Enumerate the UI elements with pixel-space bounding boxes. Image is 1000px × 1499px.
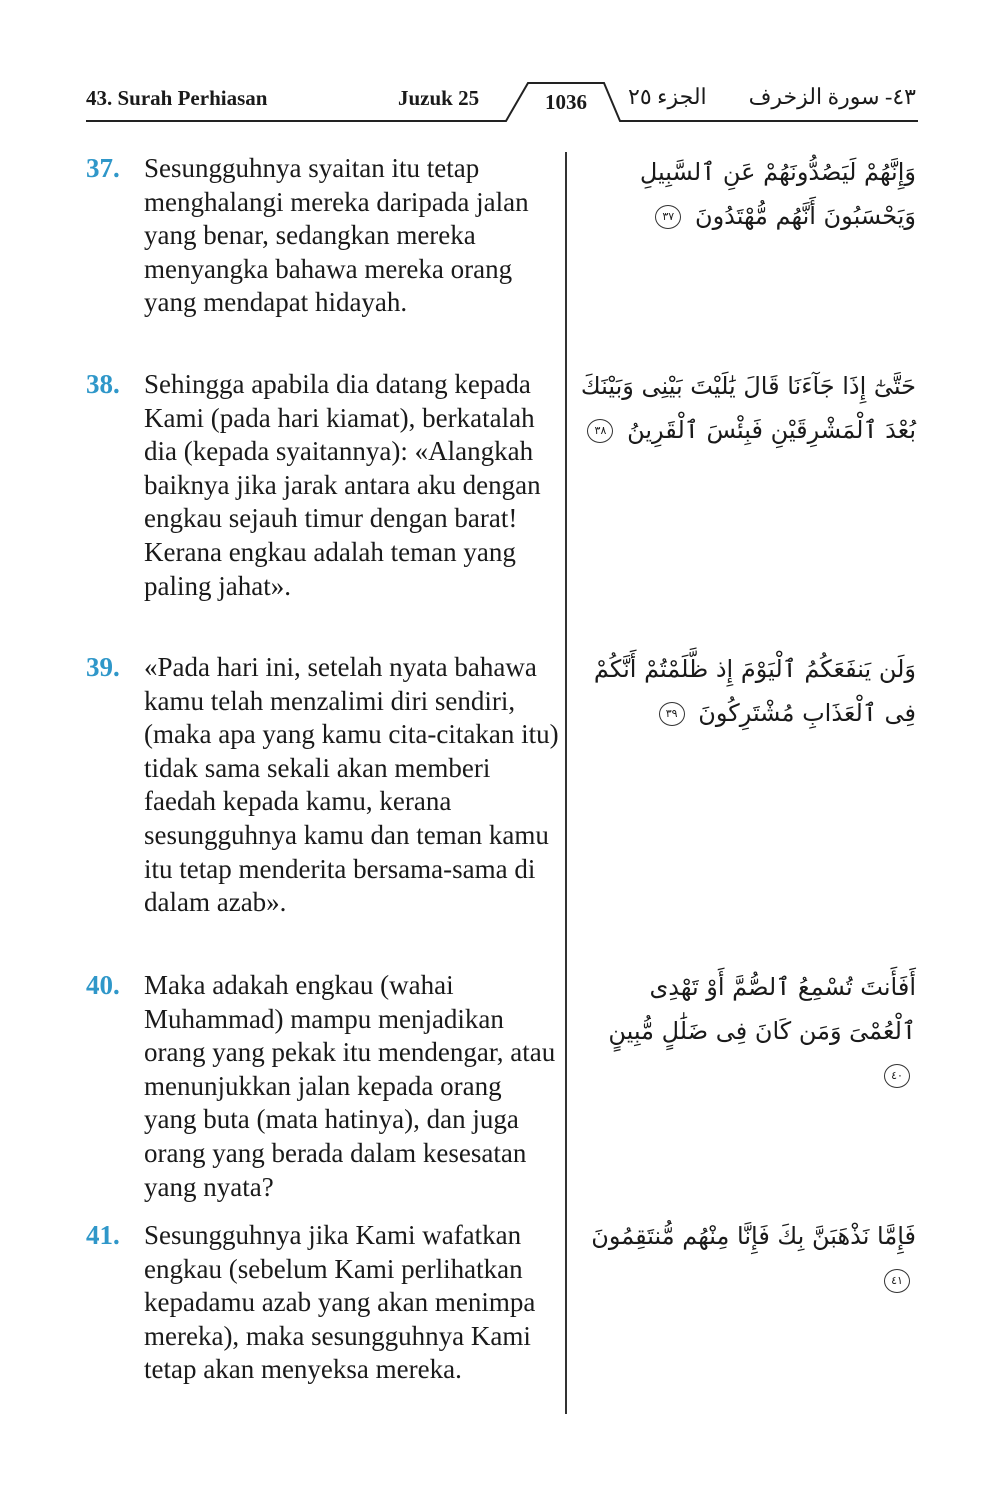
arabic-verse-text: حَتَّىٰٓ إِذَا جَآءَنَا قَالَ يَٰلَيْتَ بَيْنِى وَبَيْنَكَ بُعْدَ ٱلْمَشْرِقَيْنِ فَبِئْسَ ٱلْقَرِينُ <box>580 372 916 444</box>
ayah-end-marker: ٤٠ <box>884 1064 910 1088</box>
juzuk-label: Juzuk 25 <box>398 86 480 110</box>
arabic-verse <box>580 965 916 1097</box>
verse-translation: Sehingga apabila dia datang kepada Kami (pada hari kiamat), berkatalah dia (kepada syaitannya): «Alangkah baiknya jika jarak antara aku dengan engkau sejauh timur dengan barat! Kerana engkau adalah teman yang paling jahat». <box>144 369 541 601</box>
arabic-verse-text: أَفَأَنتَ تُسْمِعُ ٱلصُّمَّ أَوْ تَهْدِى ٱلْعُمْىَ وَمَن كَانَ فِى ضَلَٰلٍ مُّبِينٍ <box>608 973 916 1045</box>
arabic-verse <box>580 1214 916 1302</box>
verse-number: 38. <box>86 369 120 399</box>
verse-translation: Sesungguhnya jika Kami wafatkan engkau (sebelum Kami perlihatkan kepadamu azab yang akan menimpa mereka), maka sesungguhnya Kami tetap akan menyeksa mereka. <box>144 1220 536 1385</box>
surah-arabic-title: ٤٣- سورة الزخرف <box>748 84 916 109</box>
verse-translation: Maka adakah engkau (wahai Muhammad) mampu menjadikan orang yang pekak itu mendengar, atau menunjukkan jalan kepada orang yang buta (mata hatinya), dan juga orang yang berada dalam kesesatan yang nyata? <box>144 970 556 1202</box>
surah-name-header: 43. Surah Perhiasan <box>86 86 268 110</box>
verse-number: 39. <box>86 652 120 682</box>
verse-number: 40. <box>86 970 120 1000</box>
ayah-end-marker: ٣٧ <box>655 205 681 229</box>
arabic-verse <box>580 150 916 238</box>
ayah-end-marker: ٣٩ <box>659 702 685 726</box>
verse-number: 37. <box>86 153 120 183</box>
ayah-end-marker: ٤١ <box>884 1269 910 1293</box>
verse-number: 41. <box>86 1220 120 1250</box>
verse-translation: Sesungguhnya syaitan itu tetap menghalangi mereka daripada jalan yang benar, sedangkan mereka menyangka bahawa mereka orang yang mendapat hidayah. <box>144 153 529 318</box>
arabic-verse-text: وَلَن يَنفَعَكُمُ ٱلْيَوْمَ إِذ ظَّلَمْتُمْ أَنَّكُمْ فِى ٱلْعَذَابِ مُشْتَرِكُونَ <box>593 655 916 727</box>
arabic-verse-text: فَإِمَّا نَذْهَبَنَّ بِكَ فَإِنَّا مِنْهُم مُّنتَقِمُونَ <box>591 1222 916 1250</box>
verse-translation: «Pada hari ini, setelah nyata bahawa kamu telah menzalimi diri sendiri, (maka apa yang kamu cita-citakan itu) tidak sama sekali akan memberi faedah kepada kamu, kerana sesungguhnya kamu dan teman kamu itu tetap menderita bersama-sama di dalam azab». <box>144 652 559 918</box>
arabic-verse <box>580 364 916 452</box>
ayah-end-marker: ٣٨ <box>587 419 613 443</box>
column-divider <box>565 152 567 1414</box>
juz-arabic-label: الجزء ٢٥ <box>628 84 707 109</box>
arabic-verse <box>580 647 916 735</box>
arabic-verse-text: وَإِنَّهُمْ لَيَصُدُّونَهُمْ عَنِ ٱلسَّبِيلِ وَيَحْسَبُونَ أَنَّهُم مُّهْتَدُونَ <box>639 158 916 230</box>
page-number: 1036 <box>545 90 587 114</box>
